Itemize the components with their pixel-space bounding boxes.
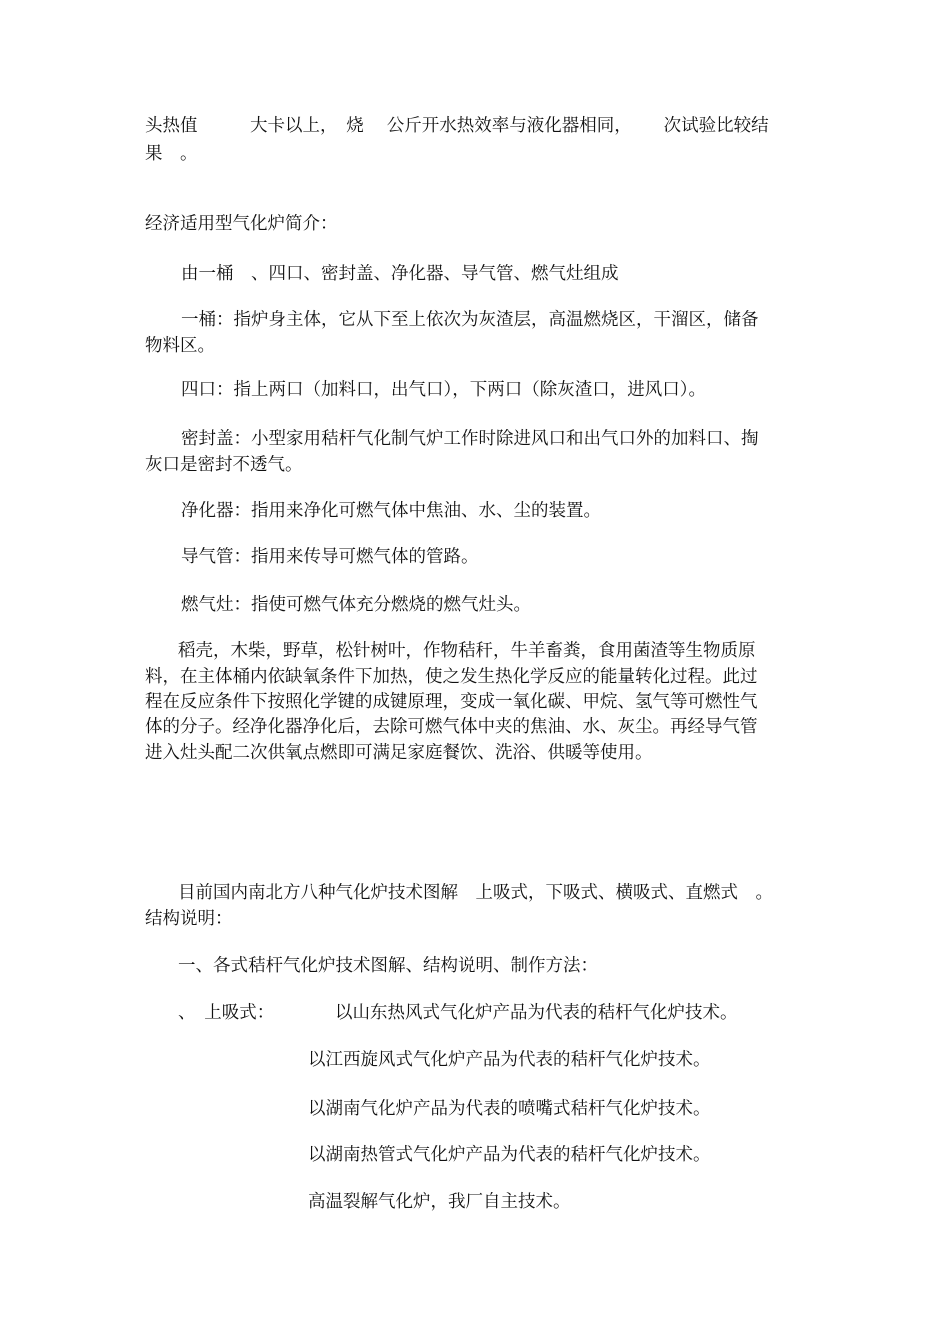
sealing-cover-line-1: 密封盖：小型家用秸杆气化制气炉工作时除进风口和出气口外的加料口、掏 (181, 429, 759, 449)
process-line-3: 程在反应条件下按照化学键的成键原理，变成一氧化碳、甲烷、氢气等可燃性气 (145, 692, 758, 712)
one-barrel-line-2: 物料区。 (145, 336, 215, 356)
updraft-item-2: 以江西旋风式气化炉产品为代表的秸杆气化炉技术。 (308, 1050, 711, 1070)
tech-overview-line-1: 目前国内南北方八种气化炉技术图解 上吸式，下吸式、横吸式、直燃式 。 (178, 883, 773, 903)
updraft-item-5: 高温裂解气化炉，我厂自主技术。 (308, 1192, 571, 1212)
intro-line-2: 果 。 (145, 144, 198, 164)
tech-overview-line-2: 结构说明： (145, 909, 233, 929)
one-barrel-line-1: 一桶：指炉身主体，它从下至上依次为灰渣层，高温燃烧区，干溜区，储备 (181, 310, 759, 330)
gas-pipe-paragraph: 导气管：指用来传导可燃气体的管路。 (181, 547, 479, 567)
four-openings-paragraph: 四口：指上两口（加料口，出气口），下两口（除灰渣口，进风口）。 (181, 380, 706, 400)
section-one-heading: 一、各式秸杆气化炉技术图解、结构说明、制作方法： (178, 956, 598, 976)
sealing-cover-line-2: 灰口是密封不透气。 (145, 455, 303, 475)
updraft-item-1: 以山东热风式气化炉产品为代表的秸杆气化炉技术。 (335, 1003, 738, 1023)
gas-stove-paragraph: 燃气灶：指使可燃气体充分燃烧的燃气灶头。 (181, 595, 531, 615)
composition-paragraph: 由一桶 、四口、密封盖、净化器、导气管、燃气灶组成 (181, 264, 619, 284)
process-line-1: 稻壳，木柴，野草，松针树叶，作物秸秆，牛羊畜粪，食用菌渣等生物质原 (178, 641, 756, 661)
process-line-4: 体的分子。经净化器净化后，去除可燃气体中夹的焦油、水、灰尘。再经导气管 (145, 717, 758, 737)
updraft-item-3: 以湖南气化炉产品为代表的喷嘴式秸杆气化炉技术。 (308, 1099, 711, 1119)
process-line-2: 料，在主体桶内依缺氧条件下加热，使之发生热化学反应的能量转化过程。此过 (145, 667, 758, 687)
updraft-item-4: 以湖南热管式气化炉产品为代表的秸杆气化炉技术。 (308, 1145, 711, 1165)
section-heading: 经济适用型气化炉简介： (145, 214, 338, 234)
updraft-label: 、 上吸式： (178, 1003, 275, 1023)
process-line-5: 进入灶头配二次供氧点燃即可满足家庭餐饮、洗浴、供暖等使用。 (145, 743, 653, 763)
intro-line-1: 头热值 大卡以上， 烧 公斤开水热效率与液化器相同， 次试验比较结 (145, 116, 769, 136)
purifier-paragraph: 净化器：指用来净化可燃气体中焦油、水、尘的装置。 (181, 501, 601, 521)
